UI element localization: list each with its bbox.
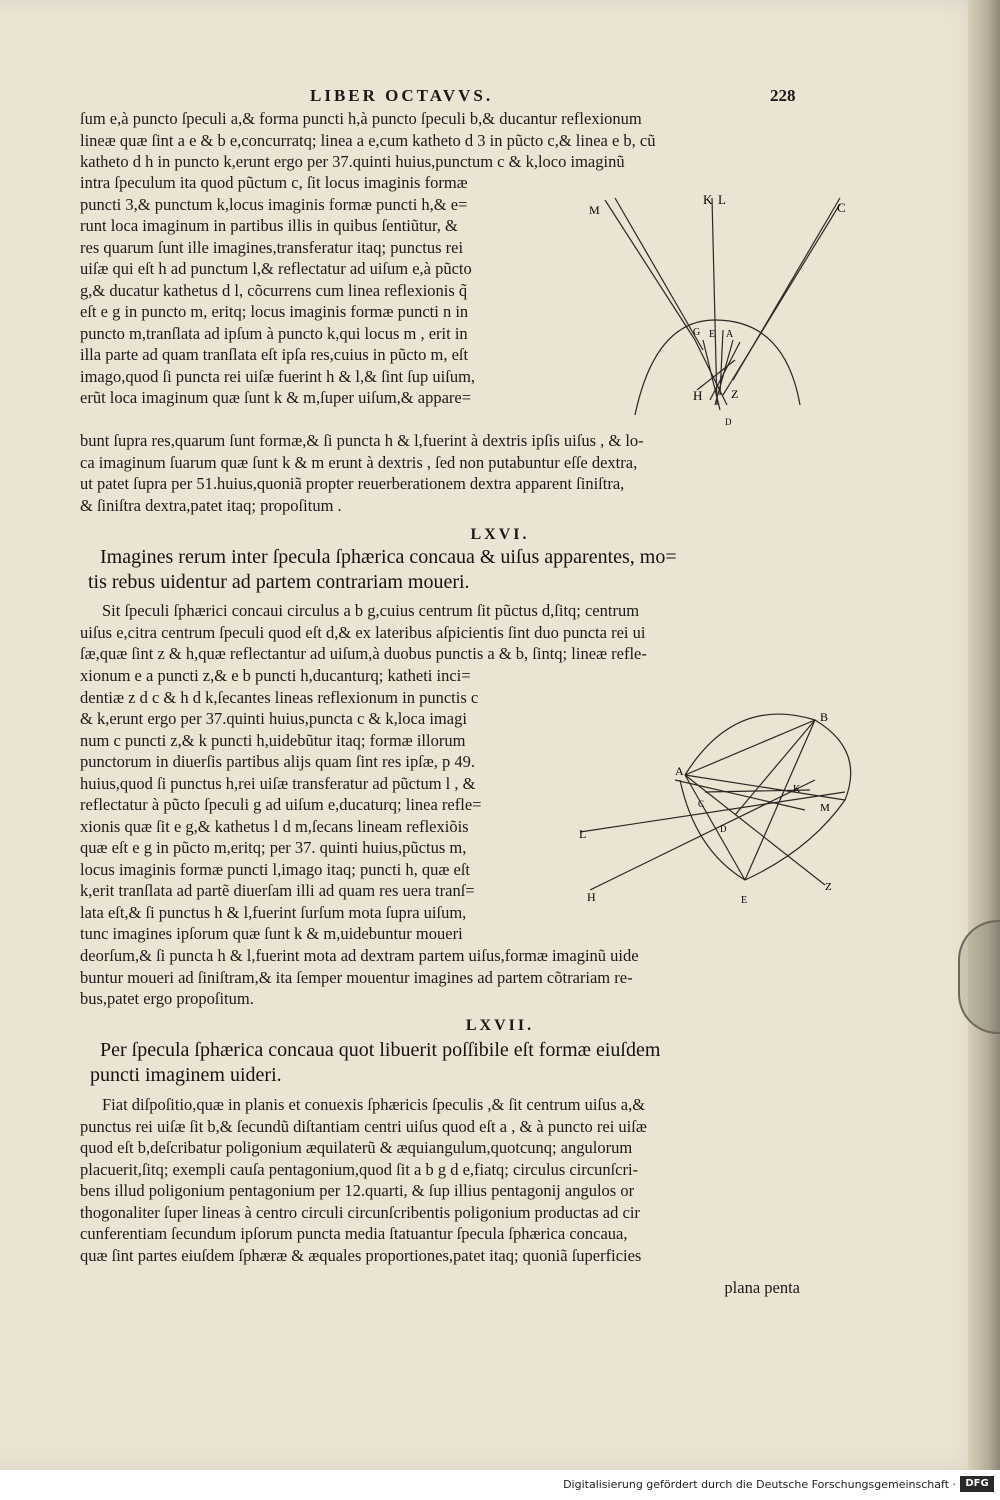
text-line: xionum e a puncti z,& e b puncti h,ducanturq; katheti inci= <box>80 666 471 685</box>
text-line: cunferentiam ſecundum ipſorum puncta media ſtatuantur ſpecula ſphærica concaua, <box>80 1224 628 1243</box>
text-line: Imagines rerum inter ſpecula ſphærica concaua & uiſus apparentes, mo= <box>100 546 677 568</box>
text-line: runt loca imaginum in partibus illis in quibus ſentiũtur, & <box>80 216 458 235</box>
dfg-logo: DFG <box>960 1476 994 1492</box>
text-line: & k,erunt ergo per 37.quinti huius,puncta c & k,loca imagi <box>80 709 467 728</box>
text-line: uiſus e,citra centrum ſpeculi quod eſt d,& ex lateribus aſpicientis ſint duo puncta rei ui <box>80 622 646 642</box>
figure2-label: C <box>698 799 705 809</box>
figure2-label: D <box>720 824 727 834</box>
text-line: illa parte ad quam tranſlata eſt ipſa res,cuius in pũcto m, eſt <box>80 345 469 364</box>
figure1-label: G <box>693 327 701 338</box>
figure2-label: M <box>820 802 830 814</box>
text-line: punctus rei uiſæ ſit b,& ſecundũ diſtantiam centri uiſus quod eſt a , & à puncto rei uiſæ <box>80 1116 647 1136</box>
figure2-label: A <box>675 764 684 778</box>
text-line: lata eſt,& ſi punctus h & l,fuerint ſurſum mota ſupra uiſum, <box>80 902 467 922</box>
text-line: punctorum in diuerſis partibus alijs quam ſint res ipſæ, p 49. <box>80 752 476 771</box>
figure1-label: H <box>693 388 703 403</box>
figure2-label: B <box>820 710 829 724</box>
figure2-label: H <box>587 890 596 904</box>
text-line: bus,patet ergo propoſitum. <box>80 989 254 1008</box>
text-line: Fiat diſpoſitio,quæ in planis et conuexis ſphæricis ſpeculis ,& ſit centrum uiſus a,& <box>102 1095 646 1114</box>
text-line: puncti imaginem uideri. <box>90 1064 282 1086</box>
text-line: res quarum ſunt ille imagines,transferatur itaq; punctus rei <box>80 237 464 257</box>
text-line: num c puncti z,& k puncti h,uidebũtur itaq; formæ illorum <box>80 730 466 750</box>
footer-bar <box>0 1470 1000 1500</box>
figure1-label: C <box>837 200 846 215</box>
paragraph-1-top <box>80 108 800 173</box>
figure1-label: K <box>703 192 713 207</box>
figure1-label: D <box>725 417 732 427</box>
text-line: reflectatur à pũcto ſpeculi g ad uiſum e,ducaturq; linea refle= <box>80 795 482 814</box>
figure-concave-mirror-1 <box>585 190 846 440</box>
figure2-label: E <box>741 895 748 906</box>
paragraph-1-beside-figure <box>80 172 610 409</box>
text-line: locus imaginis formæ puncti l,imago itaq; puncti h, quæ eſt <box>80 859 470 879</box>
figure1-label: E <box>709 329 716 340</box>
text-line: quæ eſt e g in pũcto m,eritq; per 37. quinti huius,pũctus m, <box>80 838 467 857</box>
text-line: ſæ,quæ ſint z & h,quæ reflectantur ad uiſum,à duobus punctis a & b, ſintq; lineæ refle- <box>80 644 647 663</box>
figure1-label: A <box>726 329 734 340</box>
figure2-label: K <box>793 784 801 795</box>
paragraph-1-bottom <box>80 430 800 516</box>
proposition-67-statement <box>90 1038 790 1088</box>
paragraph-3 <box>80 1094 800 1266</box>
text-line: puncti 3,& punctum k,locus imaginis formæ puncti h,& e= <box>80 194 468 214</box>
proposition-66-statement <box>88 545 790 595</box>
text-line: ſum e,à puncto ſpeculi a,& forma puncti h,à puncto ſpeculi b,& ducantur reflexionum <box>80 109 642 128</box>
page-edge <box>968 0 1000 1470</box>
text-line: buntur moueri ad ſiniſtram,& ita ſemper mouentur imagines ad partem cõtrariam re- <box>80 967 633 987</box>
text-line: dentiæ z d c & h d k,ſecantes lineas reflexionum in punctis c <box>80 687 479 707</box>
text-line: thogonaliter ſuper lineas à centro circuli circunſcribentis poligonium productas ad cir <box>80 1202 640 1222</box>
text-line: ut patet ſupra per 51.huius,quoniã propter reuerberationem dextra apparent ſiniſtra, <box>80 474 625 493</box>
text-line: deorſum,& ſi puncta h & l,fuerint mota ad dextram partem uiſus,formæ imaginũ uide <box>80 946 639 965</box>
text-line: quod eſt b,deſcribatur poligonium æquilaterũ & æquiangulum,quotcunq; angulorum <box>80 1138 633 1157</box>
text-line: tunc imagines ipſorum quæ ſunt k & m,uidebuntur moueri <box>80 924 463 943</box>
text-line: lineæ quæ ſint a e & b e,concurratq; linea a e,cum katheto d 3 in pũcto c,& linea e b, cũ <box>80 130 656 150</box>
text-line: imago,quod ſi puncta rei uiſæ fuerint h & l,& ſint ſup uiſum, <box>80 366 476 386</box>
figure2-label: L <box>579 827 587 841</box>
text-line: huius,quod ſi punctus h,rei uiſæ transferatur ad pũctum l , & <box>80 773 476 793</box>
text-line: katheto d h in puncto k,erunt ergo per 37.quinti huius,punctum c & k,loco imaginũ <box>80 152 625 171</box>
catchword: plana penta <box>724 1278 800 1297</box>
text-line: uiſæ qui eſt h ad punctum l,& reflectatur ad uiſum e,à pũcto <box>80 259 472 278</box>
text-line: xionis quæ ſit e g,& kathetus l d m,ſecans lineam reflexiõis <box>80 816 469 836</box>
figure1-label: Z <box>731 387 739 401</box>
text-line: placuerit,ſitq; exempli cauſa pentagonium,quod ſit a b g d e,fiatq; circulus circunſcri- <box>80 1159 639 1179</box>
proposition-number-67: LXVII. <box>465 1017 535 1034</box>
figure1-label: L <box>718 192 726 207</box>
proposition-number-66: LXVI. <box>470 526 530 543</box>
paragraph-2-bottom <box>80 945 800 1010</box>
text-line: bunt ſupra res,quarum ſunt formæ,& ſi puncta h & l,fuerint à dextris ipſis uiſus , & lo- <box>80 431 644 450</box>
text-line: quæ ſint partes eiuſdem ſphæræ & æquales proportiones,patet itaq; quoniã ſuperficies <box>80 1245 642 1265</box>
text-line: Per ſpecula ſphærica concaua quot libuerit poſſibile eſt formæ eiuſdem <box>100 1039 661 1061</box>
page-number: 228 <box>770 86 796 105</box>
text-line: tis rebus uidentur ad partem contrariam moueri. <box>88 571 470 593</box>
paragraph-2-beside-figure <box>80 665 580 945</box>
funding-notice: Digitalisierung gefördert durch die Deutsche Forschungsgemeinschaft · <box>563 1478 956 1491</box>
text-line: ca imaginum ſuarum quæ ſunt k & m erunt à dextris , ſed non putabuntur eſſe dextra, <box>80 452 638 472</box>
running-head-title: LIBER OCTAVVS. <box>310 86 494 105</box>
text-line: g,& ducatur kathetus d l, cõcurrens cum linea reflexionis q̃ <box>80 280 468 300</box>
figure1-label: M <box>589 203 600 217</box>
text-line: erũt loca imaginum quæ ſunt k & m,ſuper uiſum,& appare= <box>80 388 472 407</box>
text-line: eſt e g in puncto m, eritq; locus imaginis formæ puncti n in <box>80 302 469 321</box>
paragraph-2-top <box>80 600 800 665</box>
text-line: intra ſpeculum ita quod pũctum c, ſit locus imaginis formæ <box>80 173 468 192</box>
text-line: & ſiniſtra dextra,patet itaq; propoſitum . <box>80 495 342 515</box>
text-line: Sit ſpeculi ſphærici concaui circulus a b g,cuius centrum ſit pũctus d,ſitq; centrum <box>102 601 640 620</box>
figure-concave-mirror-2 <box>575 700 860 915</box>
figure2-label: Z <box>825 881 832 893</box>
text-line: k,erit tranſlata ad partẽ diuerſam illi ad quam res uera tranſ= <box>80 881 475 900</box>
text-line: bens illud poligonium pentagonium per 12.quarti, & ſup illius pentagonij angulos or <box>80 1181 635 1200</box>
text-line: puncto m,tranſlata ad ipſum à puncto k,qui locus m , erit in <box>80 323 468 343</box>
